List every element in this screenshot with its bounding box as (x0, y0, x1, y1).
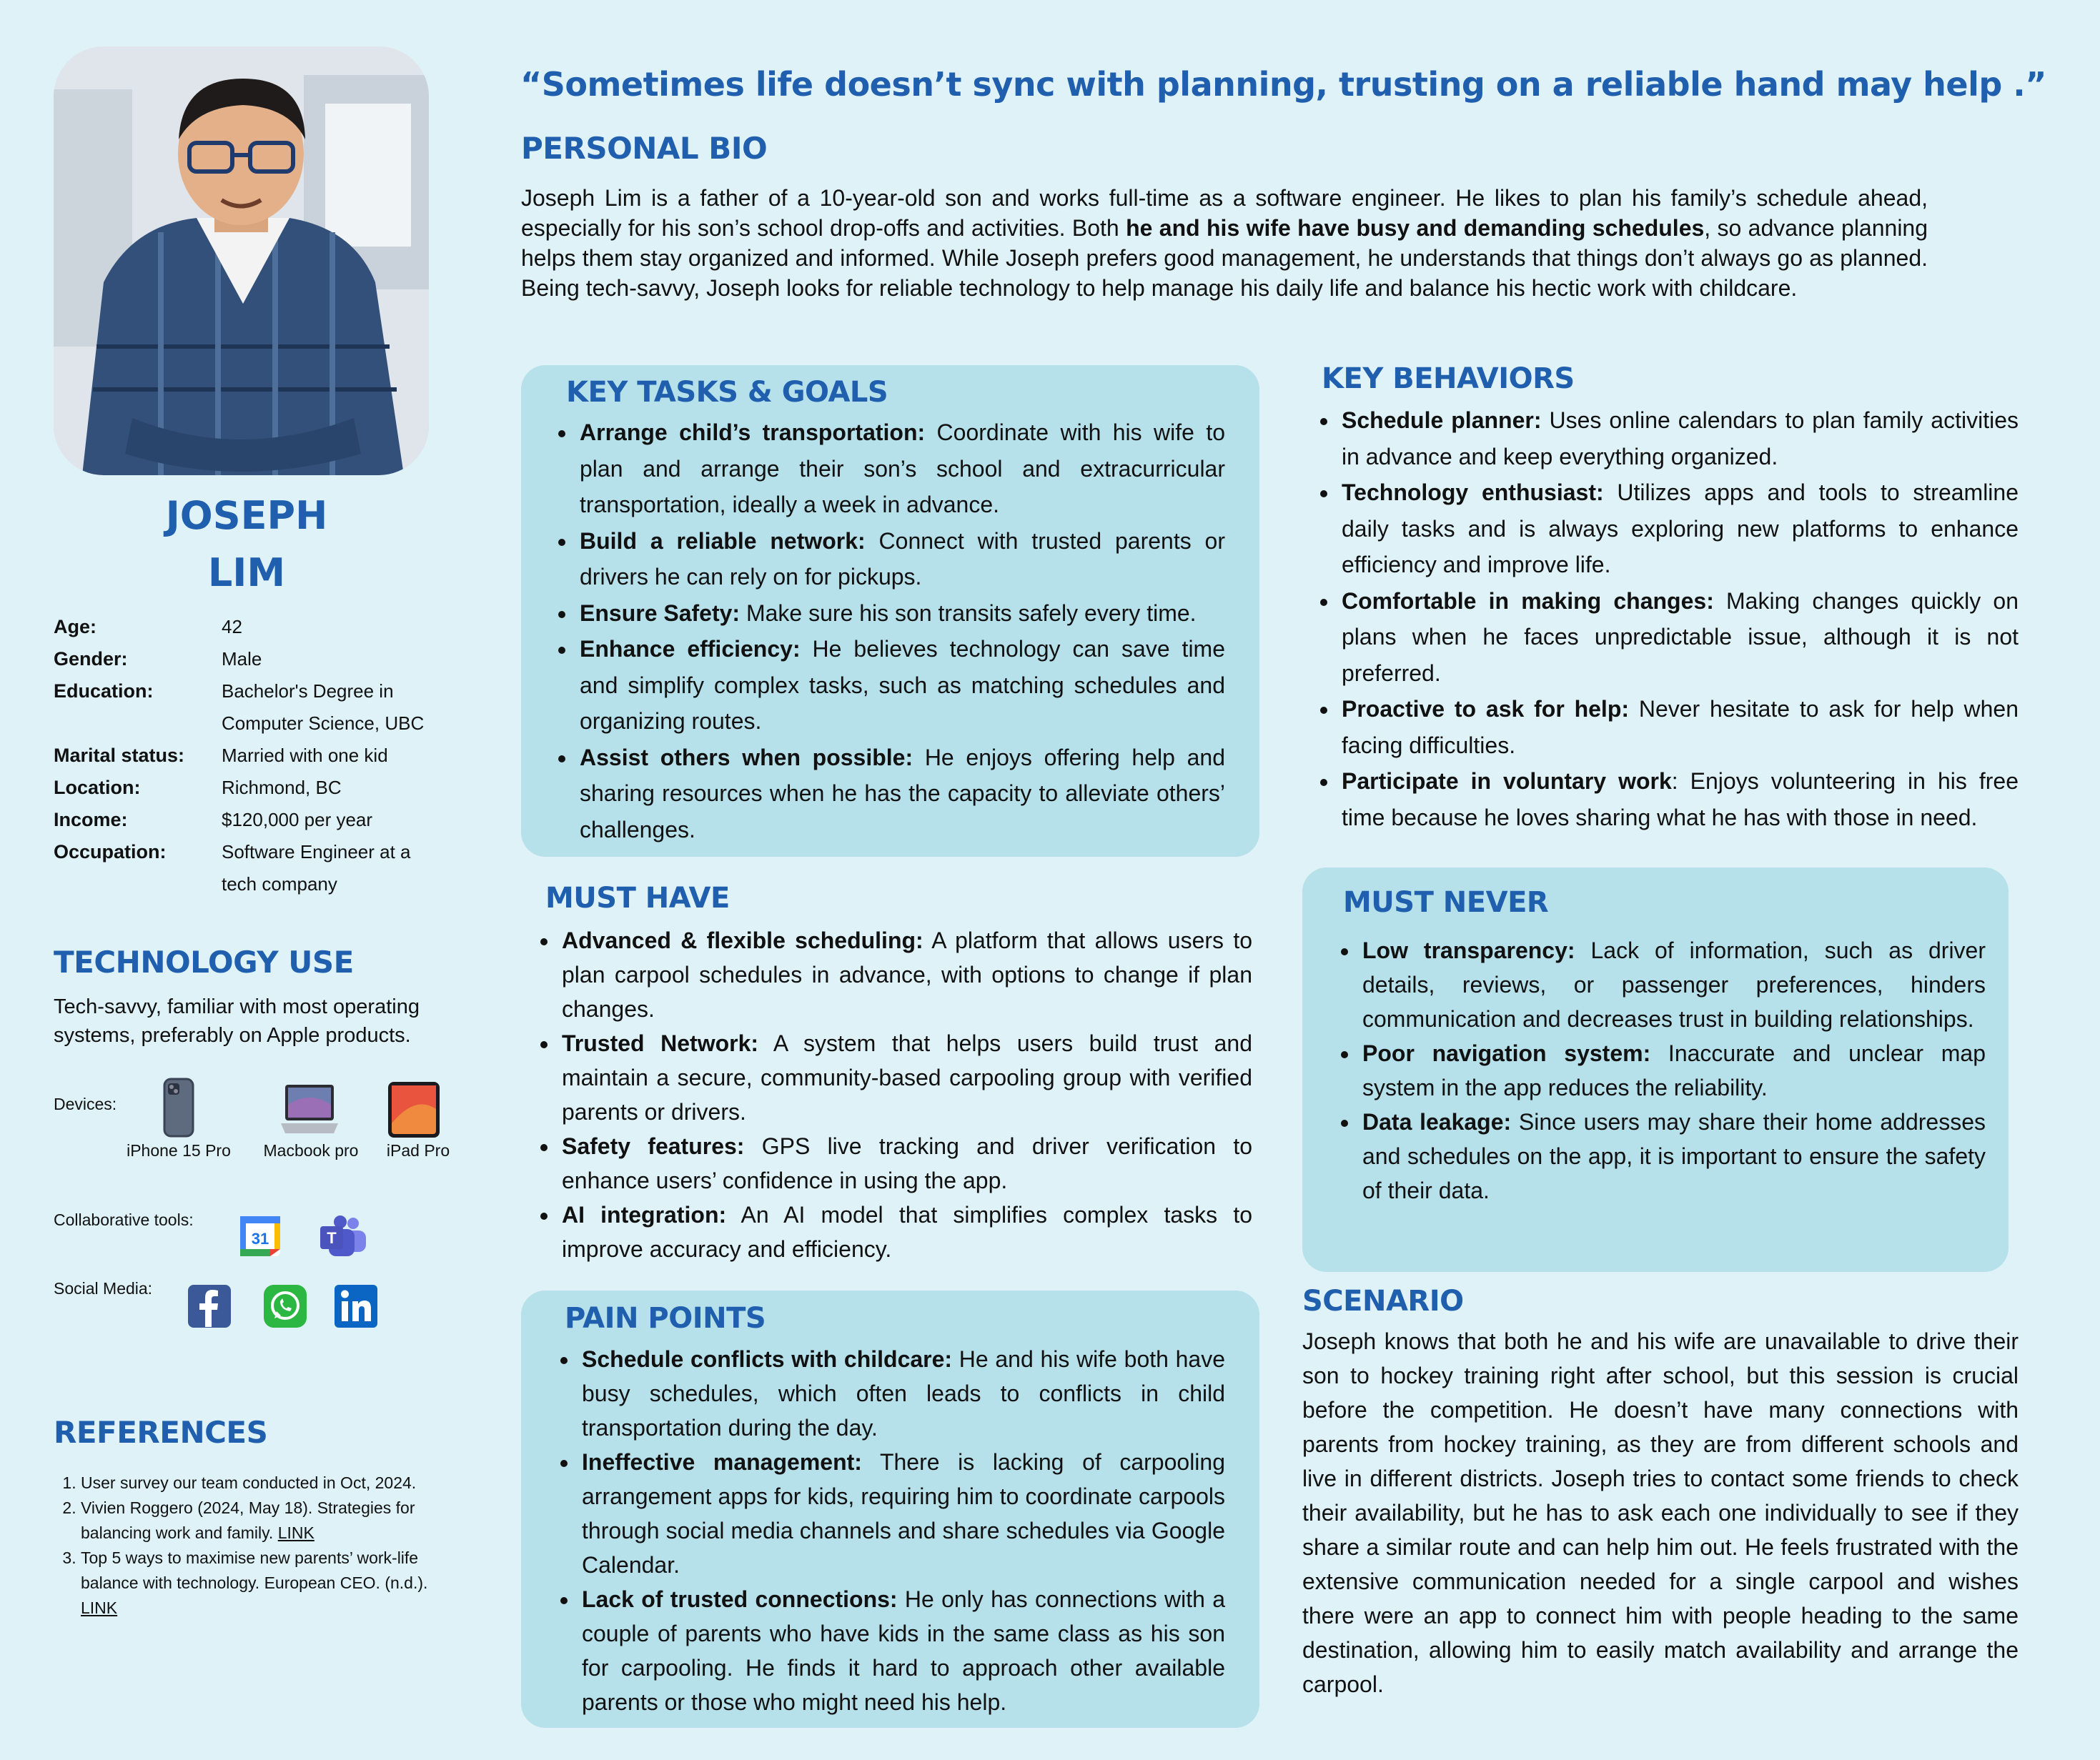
item-bold: Schedule conflicts with childcare: (582, 1346, 953, 1372)
key-behaviors-title: KEY BEHAVIORS (1322, 362, 1575, 395)
bio-title: PERSONAL BIO (521, 131, 768, 166)
must-have-list (530, 923, 1252, 1266)
persona-photo (54, 46, 429, 475)
references-list (54, 1471, 461, 1621)
item-text: Utilizes apps and tools to streamline daily tasks and is always exploring new platforms to enhance efficiency and improve life. (1342, 479, 2019, 577)
info-label: Occupation: (54, 841, 167, 862)
info-label: Gender: (54, 648, 128, 670)
linkedin-icon[interactable] (334, 1284, 378, 1332)
info-row-age (54, 611, 454, 643)
list-item (577, 523, 1225, 595)
list-item (1339, 474, 2019, 583)
item-text: Coordinate with his wife to plan and arrange their son’s school and extracurricular transportation, ideally a week in advance. (580, 419, 1225, 517)
persona-last-name: LIM (207, 550, 286, 595)
list-item (1339, 763, 2019, 835)
item-text: Never hesitate to ask for help when facing difficulties. (1342, 696, 2019, 758)
info-value: $120,000 per year (222, 809, 373, 830)
info-label: Age: (54, 616, 96, 637)
list-item (559, 1026, 1252, 1129)
reference-link[interactable]: LINK (81, 1599, 118, 1617)
devices-label: Devices: (54, 1095, 117, 1113)
svg-text:31: 31 (251, 1230, 269, 1248)
whatsapp-icon[interactable] (263, 1284, 307, 1332)
persona-first-name: JOSEPH (165, 493, 328, 538)
reference-item (81, 1546, 461, 1621)
list-item (577, 595, 1225, 632)
pain-points-title: PAIN POINTS (565, 1302, 766, 1335)
collab-tools-label: Collaborative tools: (54, 1210, 194, 1229)
item-bold: Advanced & flexible scheduling: (562, 928, 923, 953)
macbook-icon (281, 1083, 338, 1141)
device-label-iphone: iPhone 15 Pro (127, 1141, 231, 1160)
technology-description: Tech-savvy, familiar with most operating systems, preferably on Apple products. (54, 995, 420, 1047)
svg-text:T: T (327, 1229, 337, 1247)
item-text: : Enjoys volunteering in his free time because he loves sharing what he has with those in need. (1342, 768, 2019, 830)
info-row-marital (54, 740, 454, 772)
bio-text (521, 183, 1928, 303)
device-label-macbook: Macbook pro (263, 1141, 359, 1160)
social-media-label: Social Media: (54, 1279, 153, 1298)
item-bold: Assist others when possible: (580, 744, 913, 770)
list-item (1339, 402, 2019, 474)
key-behaviors-list (1310, 402, 2019, 835)
reference-item (81, 1496, 461, 1546)
item-bold: Schedule planner: (1342, 407, 1542, 433)
info-value: Richmond, BC (222, 777, 342, 798)
reference-item (81, 1471, 461, 1496)
item-bold: Ensure Safety: (580, 600, 741, 626)
item-text: He believes technology can save time and simplify complex tasks, such as matching schedules and organizing routes. (580, 636, 1226, 734)
item-bold: Low transparency: (1362, 938, 1575, 963)
info-label: Location: (54, 777, 141, 798)
facebook-icon[interactable] (187, 1284, 232, 1332)
list-item (1359, 933, 1986, 1036)
item-bold: Poor navigation system: (1362, 1040, 1651, 1066)
bio-text-bold: he and his wife have busy and demanding schedules (1126, 215, 1705, 241)
item-text: An AI model that simplifies complex tasks to improve accuracy and efficiency. (562, 1202, 1253, 1262)
list-item (1359, 1105, 1986, 1208)
info-value: 42 (222, 616, 242, 637)
item-bold: Build a reliable network: (580, 527, 866, 554)
list-item (579, 1342, 1225, 1445)
must-have-title: MUST HAVE (545, 882, 730, 915)
must-never-title: MUST NEVER (1343, 886, 1549, 919)
item-text: There is lacking of carpooling arrangement apps for kids, requiring him to coordinate carpools through social media channels and share schedules via Google Calendar. (582, 1449, 1226, 1578)
list-item (577, 740, 1225, 848)
reference-text: Top 5 ways to maximise new parents’ work-life balance with technology. European CEO. (n.d.). (81, 1548, 428, 1592)
item-text: Lack of information, such as driver details, reviews, or passenger preferences, hinders communication and decreases trust in building relationships. (1362, 938, 1986, 1032)
technology-title: TECHNOLOGY USE (54, 945, 354, 980)
item-bold: Participate in voluntary work (1342, 768, 1672, 794)
item-bold: Enhance efficiency: (580, 636, 801, 662)
google-calendar-icon (239, 1215, 282, 1261)
list-item (579, 1445, 1225, 1582)
info-value: Married with one kid (222, 745, 388, 766)
item-text: GPS live tracking and driver verification to enhance users’ confidence in using the app. (562, 1133, 1253, 1193)
device-label-ipad: iPad Pro (386, 1141, 450, 1160)
list-item (559, 1129, 1252, 1198)
item-bold: Technology enthusiast: (1342, 479, 1604, 505)
item-bold: Ineffective management: (582, 1449, 862, 1475)
info-row-location (54, 772, 454, 804)
item-text: Making changes quickly on plans when he faces unpredictable issue, although it is not preferred. (1342, 587, 2019, 686)
item-text: Inaccurate and unclear map system in the app reduces the reliability. (1362, 1040, 1986, 1100)
item-text: Since users may share their home addresses and schedules on the app, it is important to ensure the safety of their data. (1362, 1109, 1986, 1203)
info-value: Male (222, 648, 262, 670)
scenario-text: Joseph knows that both he and his wife are unavailable to drive their son to hockey training right after school, but this session is crucial before the competition. He doesn’t have many connections with parents from hockey training, as they are from different schools and live in different districts. Joseph tries to contact some friends to check their availability, but he has to ask each one individually to see if they share a similar route and can help him out. He feels frustrated with the extensive communication needed for a single carpool and wishes there were an app to connect him with people heading to the same destination, allowing him to easily match availability and arrange the carpool. (1302, 1328, 2019, 1697)
info-label: Income: (54, 809, 128, 830)
item-text: Uses online calendars to plan family activities in advance and keep everything organized. (1342, 407, 2019, 469)
item-bold: Arrange child’s transportation: (580, 419, 926, 445)
ipad-icon (387, 1080, 441, 1143)
item-bold: AI integration: (562, 1202, 727, 1228)
item-bold: Lack of trusted connections: (582, 1586, 898, 1612)
info-label: Marital status: (54, 745, 185, 766)
item-bold: Proactive to ask for help: (1342, 696, 1630, 722)
info-value: Software Engineer at a tech company (222, 841, 411, 895)
microsoft-teams-icon (319, 1215, 369, 1261)
must-never-list (1331, 933, 1986, 1208)
reference-link[interactable]: LINK (277, 1523, 314, 1542)
item-bold: Trusted Network: (562, 1030, 759, 1056)
list-item (577, 414, 1225, 523)
persona-info-table (54, 611, 454, 900)
item-bold: Safety features: (562, 1133, 745, 1159)
list-item (1339, 691, 2019, 763)
key-tasks-list (548, 414, 1225, 847)
item-bold: Comfortable in making changes: (1342, 587, 1714, 614)
info-row-occupation (54, 836, 454, 900)
item-text: Connect with trusted parents or drivers he can rely on for pickups. (580, 527, 1226, 590)
item-text: A platform that allows users to plan carpool schedules in advance, with options to change if plan changes. (562, 928, 1253, 1022)
scenario-title: SCENARIO (1302, 1285, 1464, 1318)
info-row-education (54, 675, 454, 740)
item-text: A system that helps users build trust and maintain a secure, community-based carpooling group with verified parents or drivers. (562, 1030, 1253, 1125)
list-item (1359, 1036, 1986, 1105)
iphone-icon (163, 1078, 194, 1141)
info-value: Bachelor's Degree in Computer Science, UBC (222, 680, 425, 734)
reference-text: User survey our team conducted in Oct, 2024. (81, 1473, 417, 1492)
list-item (559, 923, 1252, 1026)
list-item (577, 631, 1225, 740)
info-label: Education: (54, 680, 154, 702)
reference-text: Vivien Roggero (2024, May 18). Strategies for balancing work and family. (81, 1498, 415, 1542)
pain-points-list (550, 1342, 1225, 1719)
list-item (579, 1582, 1225, 1719)
list-item (1339, 583, 2019, 692)
info-row-income (54, 804, 454, 836)
item-text: Make sure his son transits safely every time. (740, 600, 1197, 626)
item-text: He only has connections with a couple of parents who have kids in the same class as his son for carpooling. He finds it hard to approach other available parents or those who might need his help. (582, 1586, 1226, 1715)
key-tasks-title: KEY TASKS & GOALS (566, 376, 888, 409)
info-row-gender (54, 643, 454, 675)
bio-text-part: , so advance planning helps them stay organized and informed. While Joseph prefers good management, he understands that things don’t always go as planned. Being tech-savvy, Joseph looks for reliable technology to help manage his daily life and balance his hectic work with childcare. (521, 215, 1928, 301)
item-text: He enjoys offering help and sharing resources when he has the capacity to alleviate others’ challenges. (580, 744, 1226, 842)
item-bold: Data leakage: (1362, 1109, 1512, 1135)
persona-quote: “Sometimes life doesn’t sync with planning, trusting on a reliable hand may help .” (520, 65, 2046, 104)
bio-text-part: Joseph Lim is a father of a 10-year-old son and works full-time as a software engineer. He likes to plan his family’s schedule ahead, especially for his son’s school drop-offs and activities. Both (521, 185, 1928, 241)
references-title: REFERENCES (54, 1415, 268, 1450)
item-text: He and his wife both have busy schedules, which often leads to conflicts in child transportation during the day. (582, 1346, 1226, 1441)
list-item (559, 1198, 1252, 1266)
